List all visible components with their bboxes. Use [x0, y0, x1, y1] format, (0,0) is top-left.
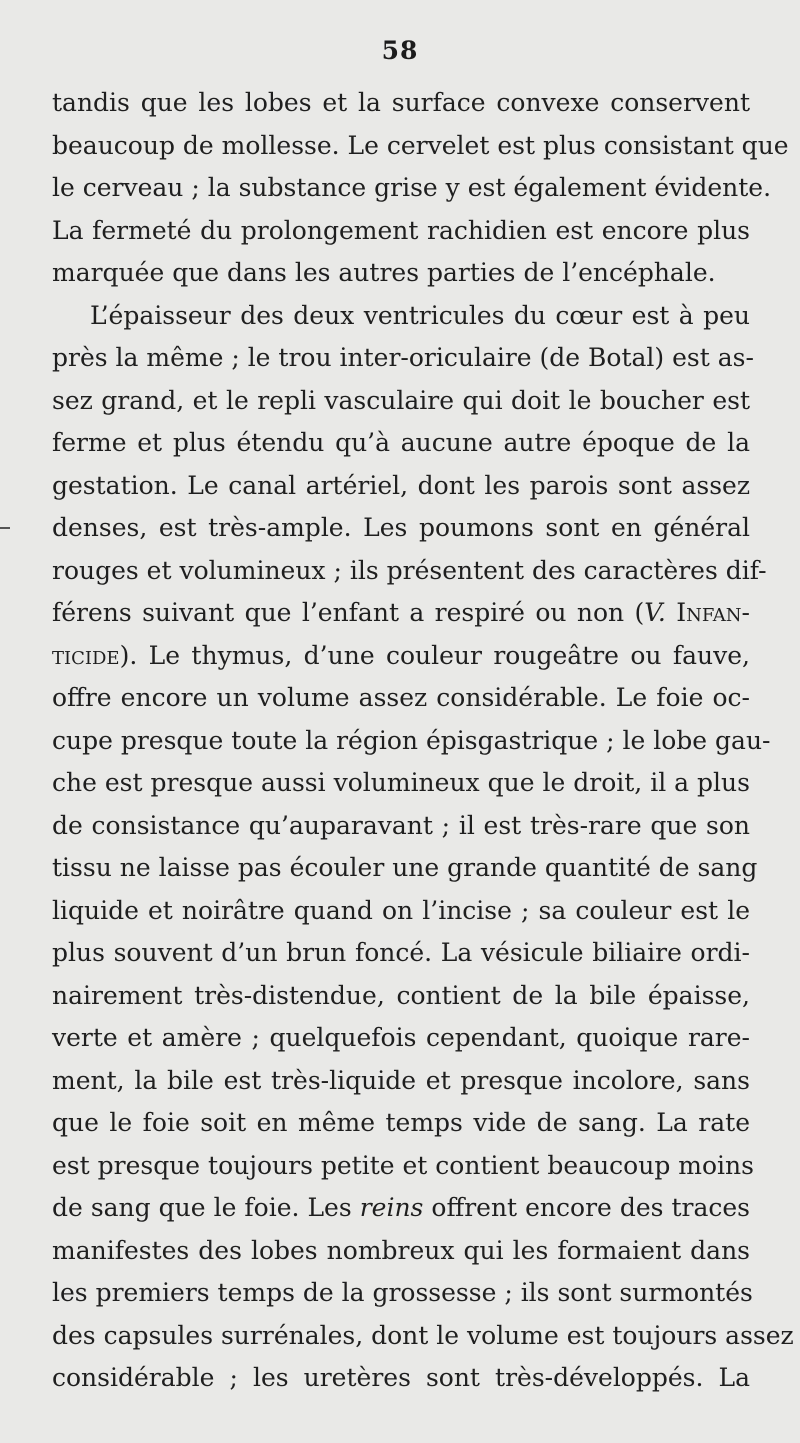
small-caps-text: Infan- [676, 598, 750, 627]
text-line: L’épaisseur des deux ventricules du cœur est à peu [90, 300, 750, 330]
text-line: des capsules surrénales, dont le volume est toujours assez [52, 1320, 794, 1350]
text-line [52, 1187, 750, 1230]
text-line: considérable ; les uretères sont très-développés. La [52, 1363, 750, 1392]
text-line: tissu ne laisse pas écouler une grande quantité de sang [52, 853, 758, 882]
text-line: sez grand, et le repli vasculaire qui doit le boucher est [52, 385, 750, 415]
text-line [52, 592, 750, 635]
small-caps-text: ticide [52, 640, 120, 670]
text-segment: de sang que le foie. Les [52, 1193, 360, 1222]
text-line: La fermeté du prolongement rachidien est encore plus [52, 215, 750, 245]
text-segment: ). Le thymus, d’une couleur rougeâtre ou fauve, [119, 640, 750, 670]
text-line: est presque toujours petite et contient beaucoup moins [52, 1150, 754, 1180]
text-line: les premiers temps de la grossesse ; ils sont surmontés [52, 1278, 753, 1307]
text-line: manifestes des lobes nombreux qui les formaient dans [52, 1235, 750, 1265]
page-number: 58 [381, 36, 419, 65]
text-line: de consistance qu’auparavant ; il est très-rare que son [52, 810, 750, 840]
text-segment: férens suivant que l’enfant a respiré ou non ( [52, 598, 645, 627]
italic-text: V. [644, 598, 666, 627]
text-line: plus souvent d’un brun foncé. La vésicule biliaire ordi- [52, 938, 750, 967]
body-text [52, 82, 794, 1400]
text-line: gestation. Le canal artériel, dont les parois sont assez [52, 470, 750, 500]
text-line [52, 635, 750, 678]
text-line: denses, est très-ample. Les poumons sont en général [52, 513, 750, 542]
text-line: verte et amère ; quelquefois cependant, quoique rare- [52, 1023, 750, 1052]
text-line: le cerveau ; la substance grise y est également évidente. [52, 173, 772, 202]
text-line: offre encore un volume assez considérable. Le foie oc- [52, 683, 750, 712]
text-line: che est presque aussi volumineux que le droit, il a plus [52, 768, 750, 797]
text-line: nairement très-distendue, contient de la bile épaisse, [52, 980, 750, 1010]
text-line: cupe presque toute la région épisgastrique ; le lobe gau- [52, 725, 771, 755]
margin-mark [0, 527, 10, 529]
text-line: ment, la bile est très-liquide et presque incolore, sans [52, 1065, 750, 1095]
text-line: ferme et plus étendu qu’à aucune autre époque de la [52, 428, 750, 457]
text-line: rouges et volumineux ; ils présentent des caractères dif- [52, 555, 767, 585]
text-line: liquide et noirâtre quand on l’incise ; sa couleur est le [52, 895, 750, 925]
text-line: que le foie soit en même temps vide de sang. La rate [52, 1108, 750, 1137]
text-line: tandis que les lobes et la surface convexe conservent [52, 88, 750, 117]
text-line: près la même ; le trou inter-oriculaire (de Botal) est as- [52, 343, 754, 372]
italic-text: reins [359, 1193, 424, 1222]
text-line: marquée que dans les autres parties de l’encéphale. [52, 258, 716, 287]
text-segment: offrent encore des traces [423, 1193, 750, 1222]
text-line: beaucoup de mollesse. Le cervelet est plus consistant que [52, 130, 789, 160]
